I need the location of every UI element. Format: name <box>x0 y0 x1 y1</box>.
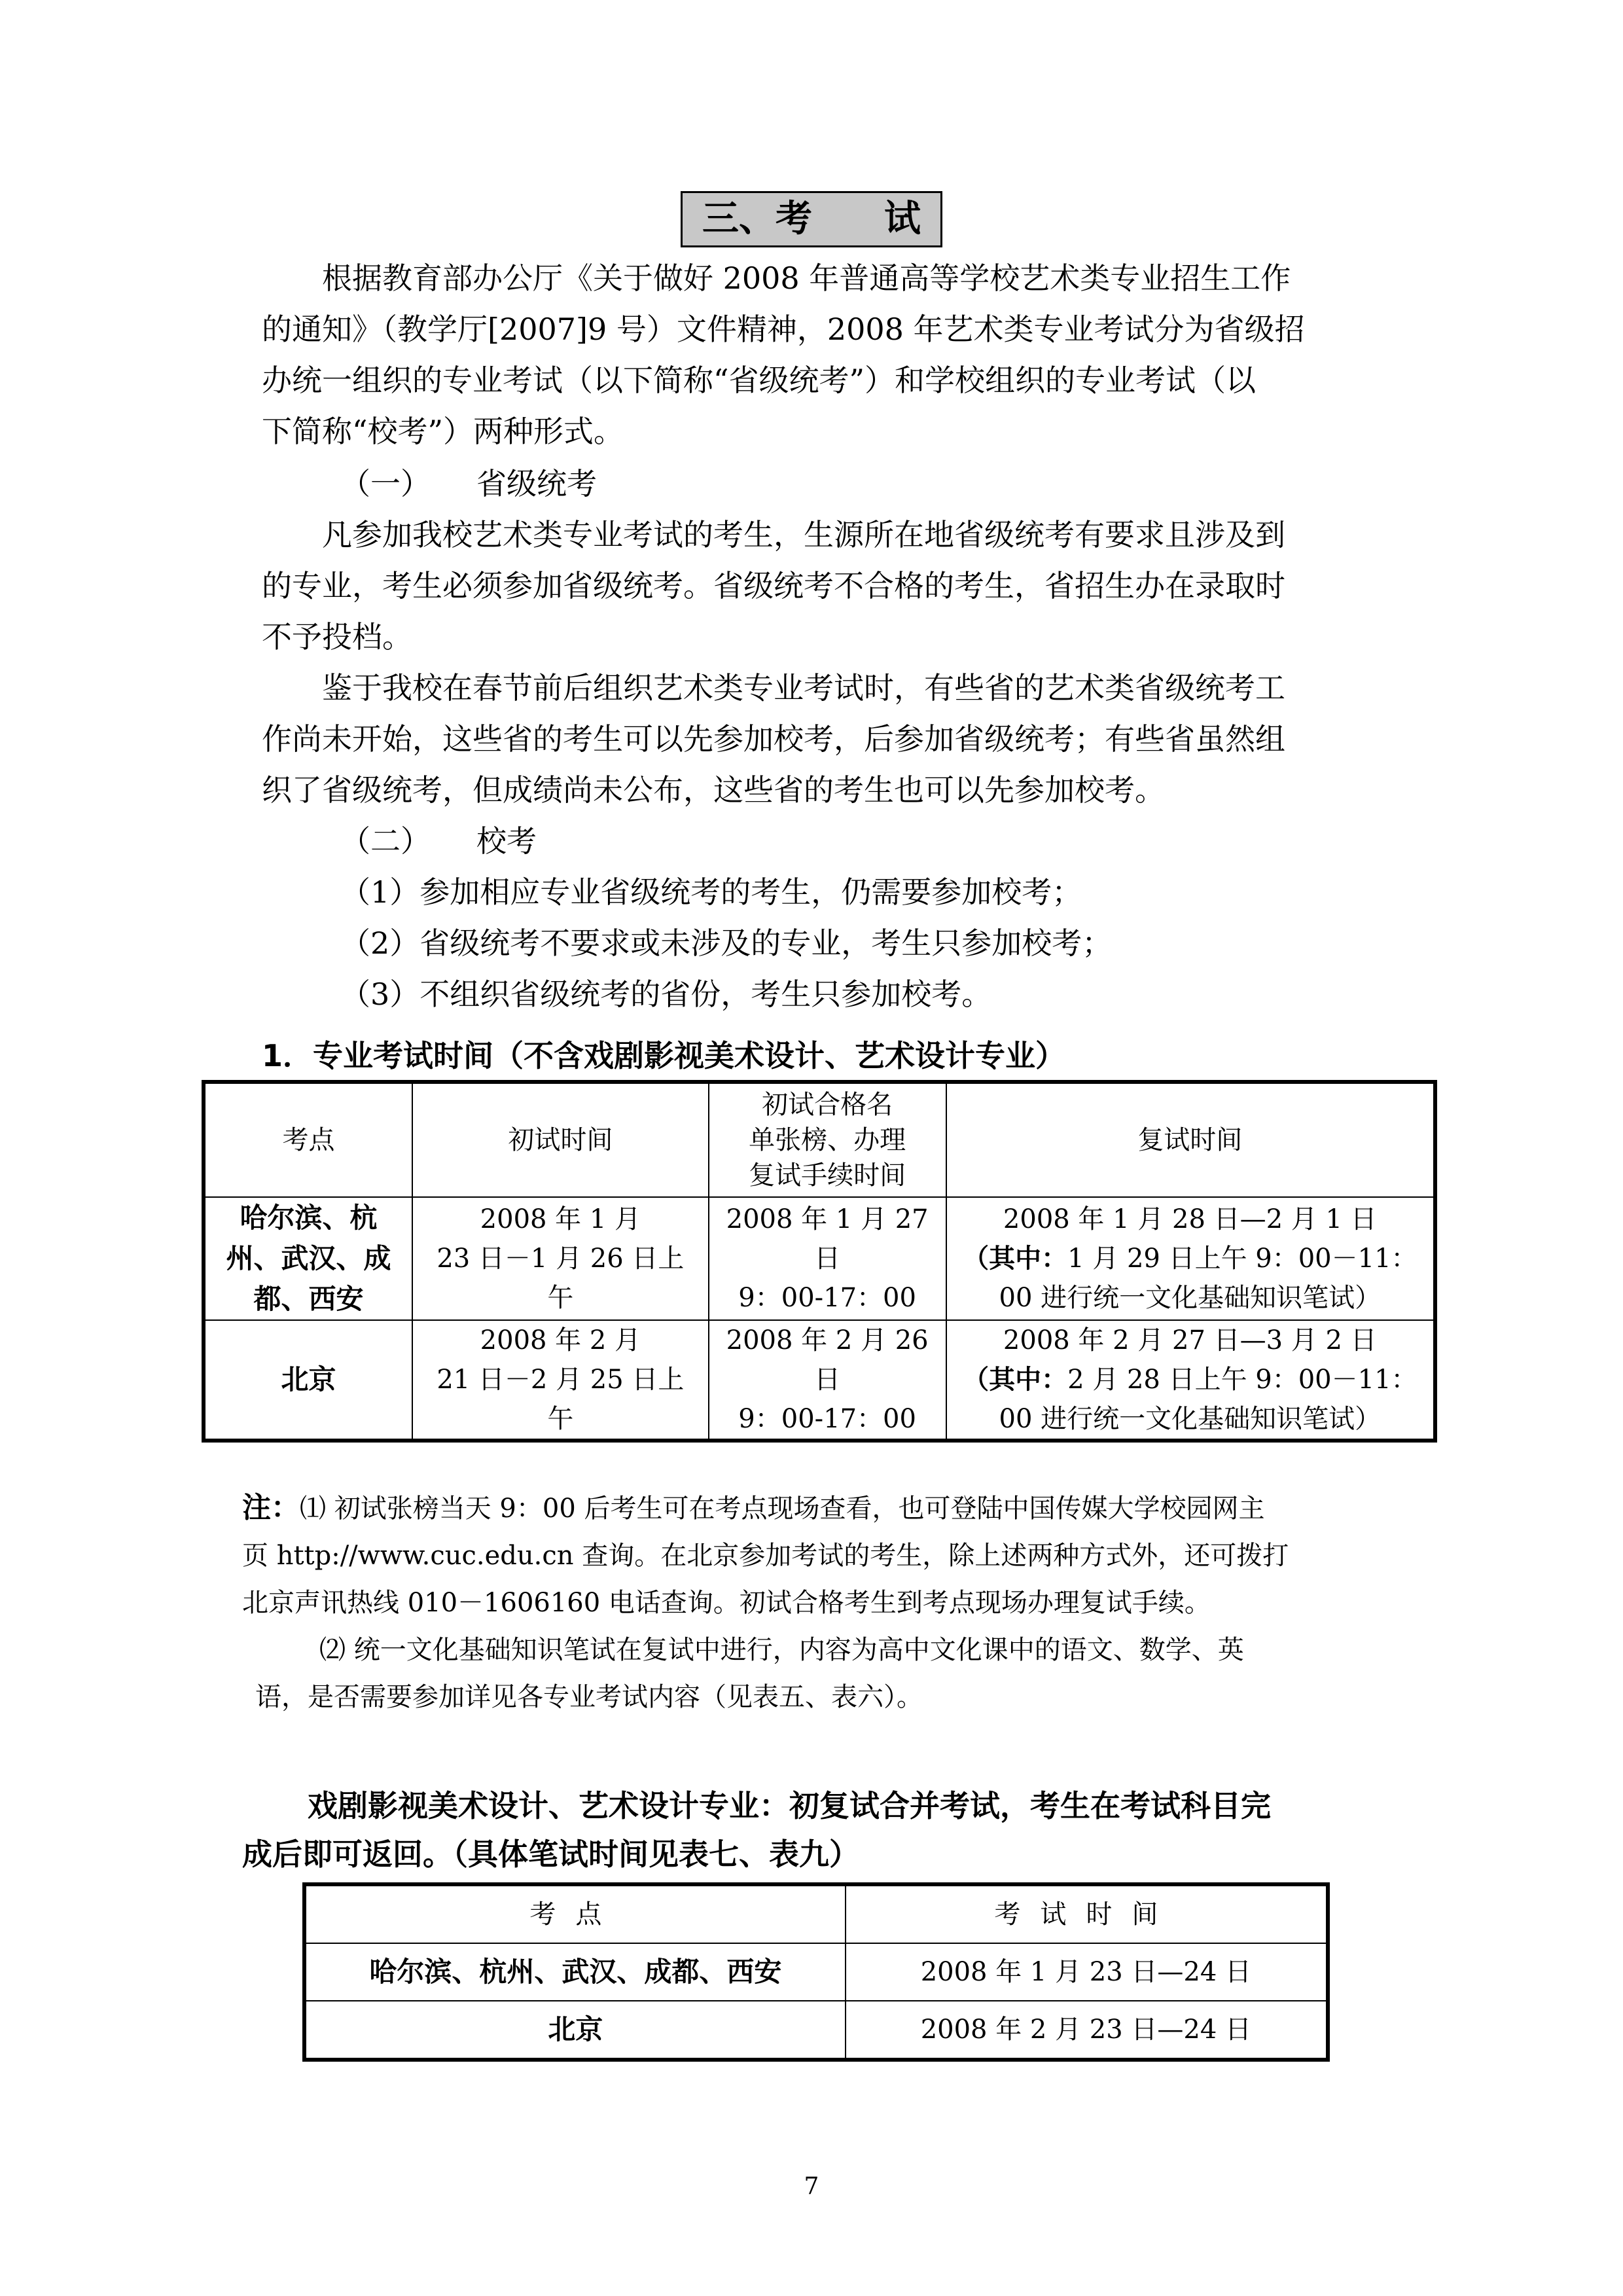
design-majors-line-2: 成后即可返回。（具体笔试时间见表七、表九） <box>242 1837 859 1872</box>
table-row <box>204 1197 1435 1320</box>
note-1-line-2: 页 http://www.cuc.edu.cn 查询。在北京参加考试的考生，除上述两种方式外，还可拨打 <box>242 1541 1289 1571</box>
para-a1-line-2: 的专业，考生必须参加省级统考。省级统考不合格的考生，省招生办在录取时 <box>262 568 1285 603</box>
table-row <box>304 1943 1328 2001</box>
section-b-name: 校考 <box>476 823 537 859</box>
notes-block <box>242 1484 1407 1721</box>
row-location: 北京 <box>204 1320 412 1441</box>
section-a-heading <box>340 458 597 509</box>
design-exam-table <box>302 1882 1330 2062</box>
section-b-num: （二） <box>340 823 431 859</box>
intro-line-3: 办统一组织的专业考试（以下简称“省级统考”）和学校组织的专业考试（以 <box>262 363 1257 398</box>
para-a2-line-2: 作尚未开始，这些省的考生可以先参加校考，后参加省级统考；有些省虽然组 <box>262 721 1285 757</box>
note-2-line-2: 语，是否需要参加详见各专业考试内容（见表五、表六）。 <box>255 1682 923 1712</box>
para-a1-line-1: 凡参加我校艺术类专业考试的考生，生源所在地省级统考有要求且涉及到 <box>322 517 1285 552</box>
row-location: 哈尔滨、杭 州、武汉、成 都、西安 <box>204 1197 412 1320</box>
page-number: 7 <box>804 2173 819 2200</box>
intro-paragraph <box>262 253 1387 457</box>
table-header-row <box>204 1082 1435 1197</box>
list-item: （2）省级统考不要求或未涉及的专业，考生只参加校考； <box>340 925 1113 961</box>
intro-line-1: 根据教育部办公厅《关于做好 2008 年普通高等学校艺术类专业招生工作 <box>322 260 1291 296</box>
table-header-row <box>304 1884 1328 1943</box>
para-a1-line-3: 不予投档。 <box>262 619 412 655</box>
para-a2 <box>262 662 1387 816</box>
row-first-exam: 2008 年 1 月 23 日－1 月 26 日上 午 <box>412 1197 709 1320</box>
row-second-exam: 2008 年 2 月 27 日—3 月 2 日 （其中：2 月 28 日上午 9：00－11： 00 进行统一文化基础知识笔试） <box>946 1320 1435 1441</box>
row-location: 北京 <box>304 2001 846 2060</box>
notes-label: 注： <box>242 1491 300 1524</box>
section-title <box>681 191 942 247</box>
row-time: 2008 年 2 月 23 日—24 日 <box>846 2001 1328 2060</box>
header-location: 考点 <box>204 1082 412 1197</box>
section-title-part2: 试 <box>884 198 921 240</box>
list-item: （1）参加相应专业省级统考的考生，仍需要参加校考； <box>340 874 1082 910</box>
note-2-line-1: ⑵ 统一文化基础知识笔试在复试中进行，内容为高中文化课中的语文、数学、英 <box>319 1635 1244 1665</box>
para-a2-line-1: 鉴于我校在春节前后组织艺术类专业考试时，有些省的艺术类省级统考工 <box>322 670 1285 706</box>
row-list-time: 2008 年 2 月 26 日 9：00-17：00 <box>709 1320 946 1441</box>
exam-time-heading: 1．专业考试时间（不含戏剧影视美术设计、艺术设计专业） <box>262 1038 1066 1073</box>
note-1-line-1: ⑴ 初试张榜当天 9：00 后考生可在考点现场查看，也可登陆中国传媒大学校园网主 <box>300 1494 1265 1524</box>
row-time: 2008 年 1 月 23 日—24 日 <box>846 1943 1328 2001</box>
row-first-exam: 2008 年 2 月 21 日－2 月 25 日上 午 <box>412 1320 709 1441</box>
row-second-exam: 2008 年 1 月 28 日—2 月 1 日 （其中：1 月 29 日上午 9：00－11： 00 进行统一文化基础知识笔试） <box>946 1197 1435 1320</box>
design-majors-paragraph <box>242 1782 1407 1878</box>
exam-schedule-table <box>202 1080 1437 1443</box>
section-b-heading <box>340 816 537 867</box>
section-a-num: （一） <box>340 466 431 501</box>
table-row <box>304 2001 1328 2060</box>
header-list: 初试合格名 单张榜、办理 复试手续时间 <box>709 1082 946 1197</box>
list-item: （3）不组织省级统考的省份，考生只参加校考。 <box>340 977 992 1012</box>
para-a2-line-3: 织了省级统考，但成绩尚未公布，这些省的考生也可以先参加校考。 <box>262 772 1165 808</box>
intro-line-4: 下简称“校考”）两种形式。 <box>262 414 624 449</box>
row-location: 哈尔滨、杭州、武汉、成都、西安 <box>304 1943 846 2001</box>
note-1-line-3: 北京声讯热线 010－1606160 电话查询。初试合格考生到考点现场办理复试手续。 <box>242 1588 1211 1618</box>
intro-line-2: 的通知》（教学厅[2007]9 号）文件精神，2008 年艺术类专业考试分为省级招 <box>262 312 1305 347</box>
para-a1 <box>262 509 1387 662</box>
section-title-part1: 三、考 <box>702 198 812 240</box>
header-location: 考点 <box>304 1884 846 1943</box>
header-first-exam: 初试时间 <box>412 1082 709 1197</box>
header-time: 考试时间 <box>846 1884 1328 1943</box>
header-second-exam: 复试时间 <box>946 1082 1435 1197</box>
section-a-name: 省级统考 <box>476 466 597 501</box>
table-row <box>204 1320 1435 1441</box>
design-majors-line-1: 戏剧影视美术设计、艺术设计专业：初复试合并考试，考生在考试科目完 <box>308 1788 1271 1823</box>
row-list-time: 2008 年 1 月 27 日 9：00-17：00 <box>709 1197 946 1320</box>
